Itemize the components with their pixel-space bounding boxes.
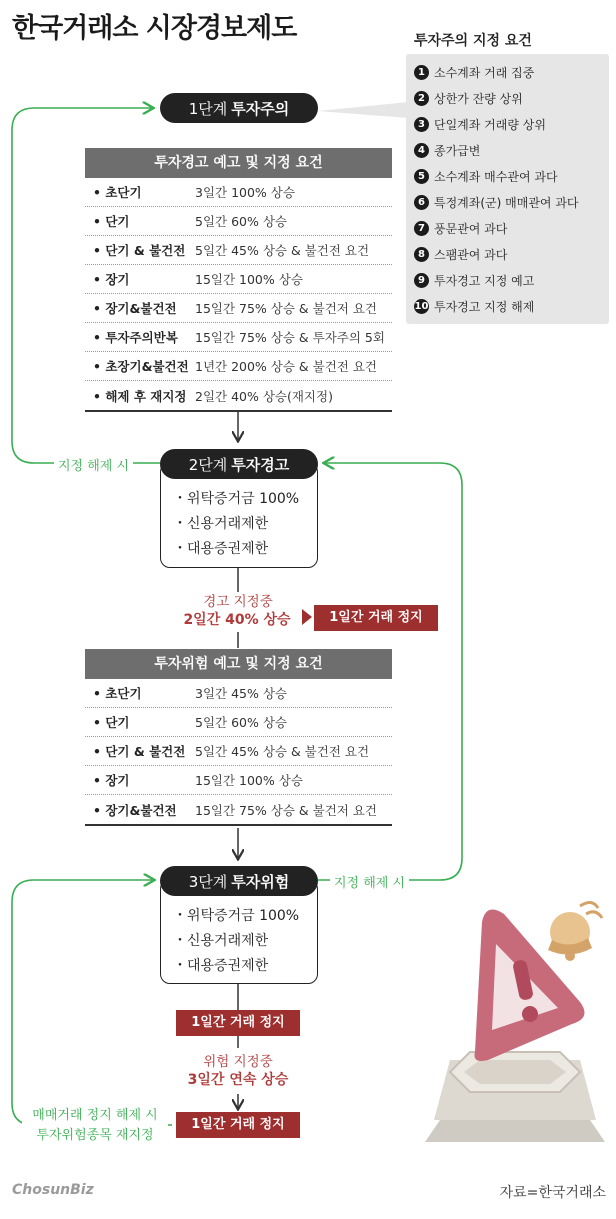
table-row: • 단기 & 불건전 5일간 45% 상승 & 불건전 요건: [85, 236, 392, 265]
risk-requirements-table: [85, 649, 392, 826]
redesignate-label: 매매거래 정지 해제 시 투자위험종목 재지정: [22, 1106, 168, 1146]
brand-logo: ChosunBiz: [12, 1182, 94, 1198]
risk-trading-halt-2: 1일간 거래 정지: [176, 1112, 300, 1138]
risk-status: 위험 지정중: [203, 1054, 273, 1070]
table-row: • 장기 15일간 100% 상승: [85, 265, 392, 294]
requirement-item: 4 종가급변: [414, 137, 609, 163]
warning-condition: 2일간 40% 상승: [183, 612, 291, 628]
stage3-badge: 3단계 투자위험: [160, 866, 318, 896]
stage2-measures: ・위탁증거금 100% ・신용거래제한 ・대용증권제한: [160, 462, 318, 568]
stage2-badge: 2단계 투자경고: [160, 449, 318, 479]
requirement-item: 5 소수계좌 매수관여 과다: [414, 163, 609, 189]
requirement-item: 6 특정계좌(군) 매매관여 과다: [414, 189, 609, 215]
stage1-badge: 1단계 투자주의: [160, 93, 318, 123]
release-label-left: 지정 해제 시: [54, 455, 133, 474]
table-row: • 해제 후 재지정 2일간 40% 상승(재지정): [93, 388, 333, 404]
warning-requirements-table: [85, 148, 392, 412]
requirement-item: 1 소수계좌 거래 집중: [414, 59, 609, 85]
warning-status: 경고 지정중: [203, 594, 273, 610]
requirement-item: 3 단일계좌 거래량 상위: [414, 111, 609, 137]
table-row: • 초장기&불건전 1년간 200% 상승 & 불건전 요건: [85, 352, 392, 381]
requirement-item: 9 투자경고 지정 예고: [414, 267, 609, 293]
requirement-item: 8 스팸관여 과다: [414, 241, 609, 267]
table-row: • 초단기 3일간 100% 상승: [85, 178, 392, 207]
stage3-measures: ・위탁증거금 100% ・신용거래제한 ・대용증권제한: [160, 879, 318, 984]
warning-trading-halt: 1일간 거래 정지: [314, 605, 438, 631]
page-title: 한국거래소 시장경보제도: [12, 13, 297, 44]
table-row: • 장기&불건전 15일간 75% 상승 & 불건저 요건: [93, 802, 377, 818]
table-row: • 단기 5일간 60% 상승: [85, 708, 392, 737]
table-row: • 초단기 3일간 45% 상승: [85, 679, 392, 708]
requirements-title: 투자주의 지정 요건: [414, 33, 532, 49]
release-label-right: 지정 해제 시: [330, 872, 409, 891]
table-row: • 장기&불건전 15일간 75% 상승 & 불건저 요건: [85, 294, 392, 323]
warning-sign-illustration: [420, 892, 610, 1162]
source-note: 자료=한국거래소: [499, 1185, 606, 1201]
table-row: • 단기 & 불건전 5일간 45% 상승 & 불건전 요건: [85, 737, 392, 766]
table-row: • 투자주의반복 15일간 75% 상승 & 투자주의 5회: [85, 323, 392, 352]
table-row: • 단기 5일간 60% 상승: [85, 207, 392, 236]
requirement-item: 7 풍문관여 과다: [414, 215, 609, 241]
risk-trading-halt-1: 1일간 거래 정지: [176, 1010, 300, 1036]
risk-condition: 3일간 연속 상승: [187, 1072, 289, 1088]
requirement-item: 10 투자경고 지정 해제: [414, 299, 535, 314]
table-header: 투자위험 예고 및 지정 요건: [85, 649, 392, 679]
table-row: • 장기 15일간 100% 상승: [85, 766, 392, 795]
table-header: 투자경고 예고 및 지정 요건: [85, 148, 392, 178]
requirement-item: 2 상한가 잔량 상위: [414, 85, 609, 111]
